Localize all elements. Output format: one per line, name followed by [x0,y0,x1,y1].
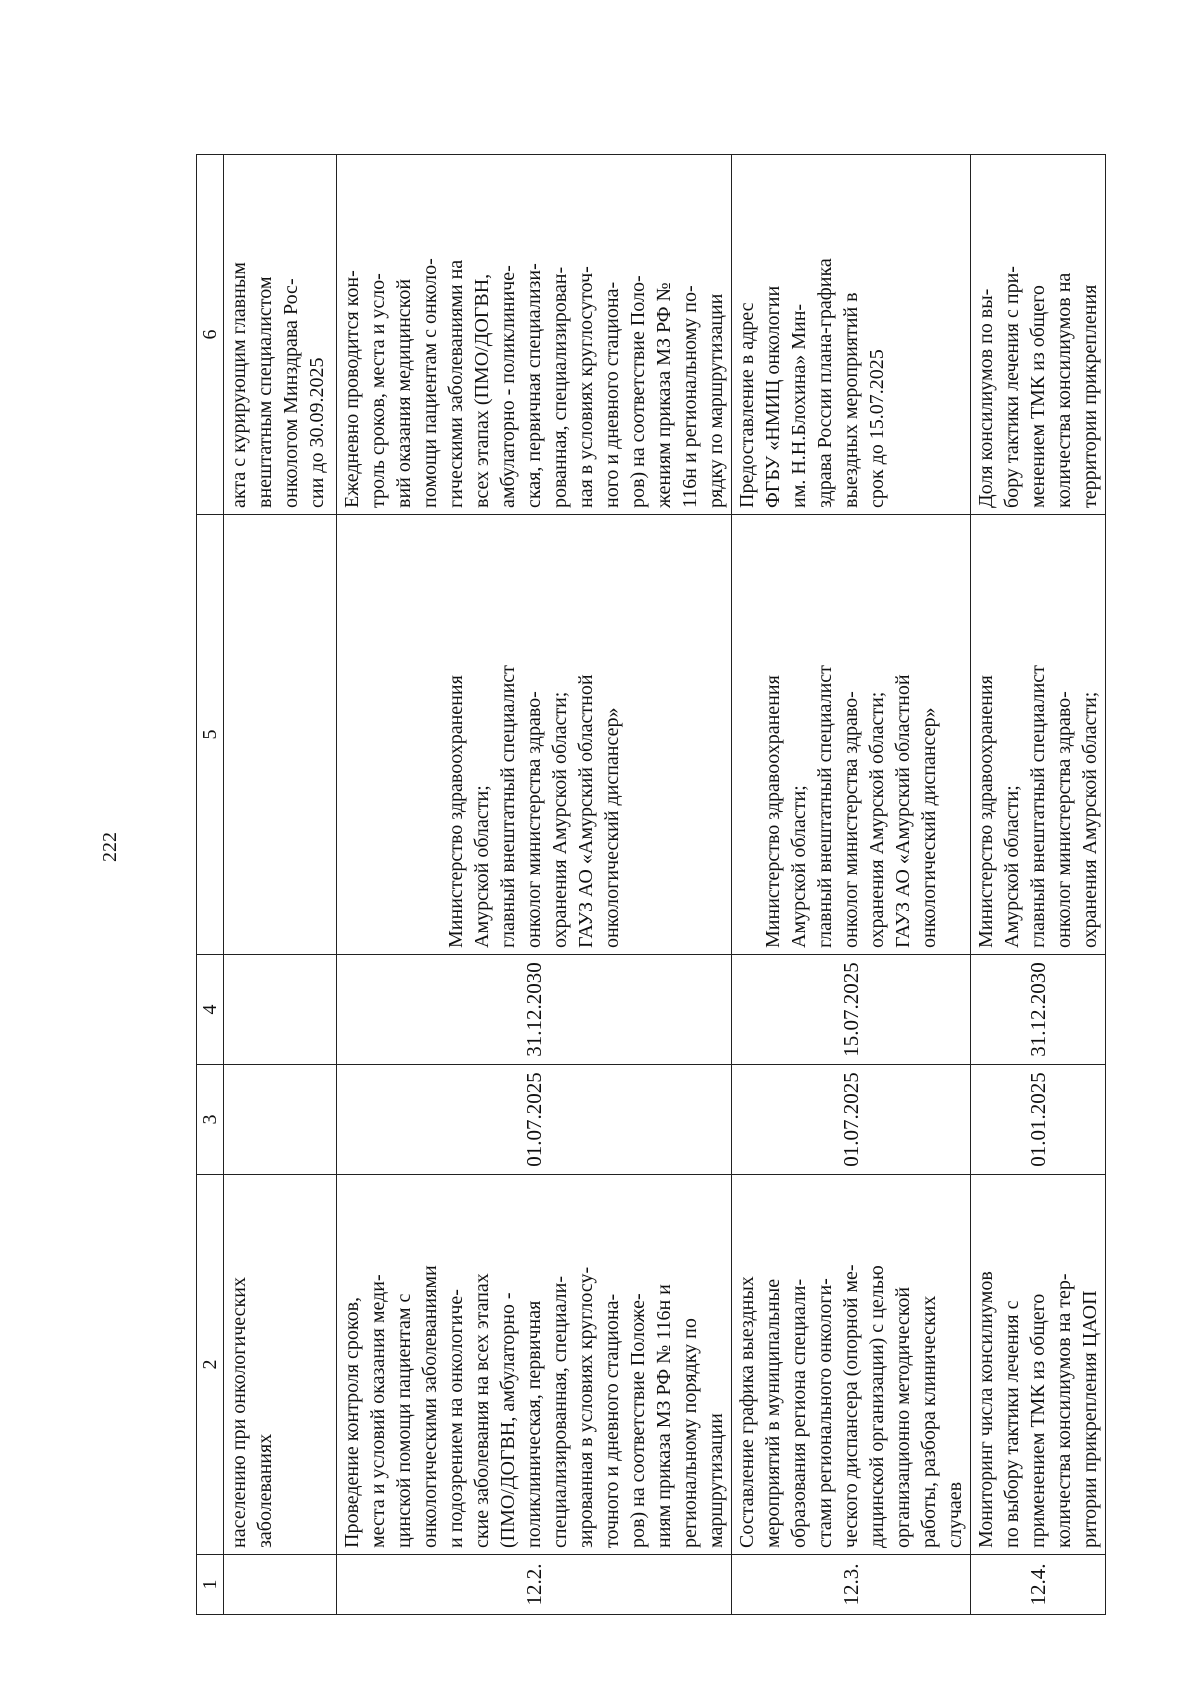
column-header: 2 [197,1175,224,1555]
end-date: 31.12.2030 [337,955,732,1065]
row-number [224,1555,337,1615]
event-description: Проведение контроля сроков, места и условий оказания меди- цинской помощи пациентам с онкологическими заболеваниями и подозрением на онкологиче- ские заболевания на всех этапах (ПМО/ДОГВН, амбулаторно - поликлиническая, первичная специализированная, специали- зированная в условиях круглосу- точного и дневного стациона- ров) на соответствие Положе- ниям приказа МЗ РФ № 116н и региональному порядку по маршрутизации [337,1175,732,1555]
event-description: Мониторинг числа консилиумов по выбору тактики лечения с применением ТМК из общего количества консилиумов на тер- ритории прикрепления ЦАОП [971,1175,1106,1555]
table-row [337,155,732,1615]
table-row [224,155,337,1615]
row-number: 12.4. [971,1555,1106,1615]
event-description: населению при онкологических заболеваниях [224,1175,337,1555]
activity-table [196,155,1101,1615]
column-header: 3 [197,1065,224,1175]
end-date: 15.07.2025 [732,955,971,1065]
table-row [971,155,1106,1615]
start-date [224,1065,337,1175]
expected-result: Ежедневно проводится кон- троль сроков, места и усло- вий оказания медицинской помощи пациентам с онколо- гическими заболеваниями на всех этапах (ПМО/ДОГВН, амбулаторно - поликлиниче- ская, первичная специализи- рованная, специализирован- ная в условиях круглосуточ- ного и дневного стациона- ров) на соответствие Поло- жениям приказа МЗ РФ № 116н и региональному по- рядку по маршрутизации [337,155,732,515]
column-header: 4 [197,955,224,1065]
start-date: 01.07.2025 [337,1065,732,1175]
expected-result: Доля консилиумов по вы- бору тактики лечения с при- менением ТМК из общего количества консилиумов на территории прикрепления [971,155,1106,515]
column-header: 1 [197,1555,224,1615]
responsible-executors: Министерство здравоохранения Амурской области; главный внештатный специалист онколог министерства здраво- охранения Амурской области; [971,515,1106,955]
table-row [732,155,971,1615]
page-number: 222 [99,832,121,862]
end-date: 31.12.2030 [971,955,1106,1065]
table-header-row [197,155,224,1615]
start-date: 01.07.2025 [732,1065,971,1175]
start-date: 01.01.2025 [971,1065,1106,1175]
event-description: Составление графика выездных мероприятий в муниципальные образования региона специали- стами регионального онкологи- ческого диспансера (опорной ме- дицинской организации) с целью организационно методической работы, разбора клинических случаев [732,1175,971,1555]
expected-result: Предоставление в адрес ФГБУ «НМИЦ онкологии им. Н.Н.Блохина» Мин- здрава России плана-графика выездных мероприятий в срок до 15.07.2025 [732,155,971,515]
responsible-executors: Министерство здравоохранения Амурской области; главный внештатный специалист онколог министерства здраво- охранения Амурской области; ГАУЗ АО «Амурский областной онкологический диспансер» [337,515,732,955]
column-header: 6 [197,155,224,515]
row-number: 12.2. [337,1555,732,1615]
responsible-executors [224,515,337,955]
expected-result: акта с курирующим главным внештатным специалистом онкологом Минздрава Рос- сии до 30.09.2025 [224,155,337,515]
responsible-executors: Министерство здравоохранения Амурской области; главный внештатный специалист онколог министерства здраво- охранения Амурской области; ГАУЗ АО «Амурский областной онкологический диспансер» [732,515,971,955]
column-header: 5 [197,515,224,955]
row-number: 12.3. [732,1555,971,1615]
end-date [224,955,337,1065]
